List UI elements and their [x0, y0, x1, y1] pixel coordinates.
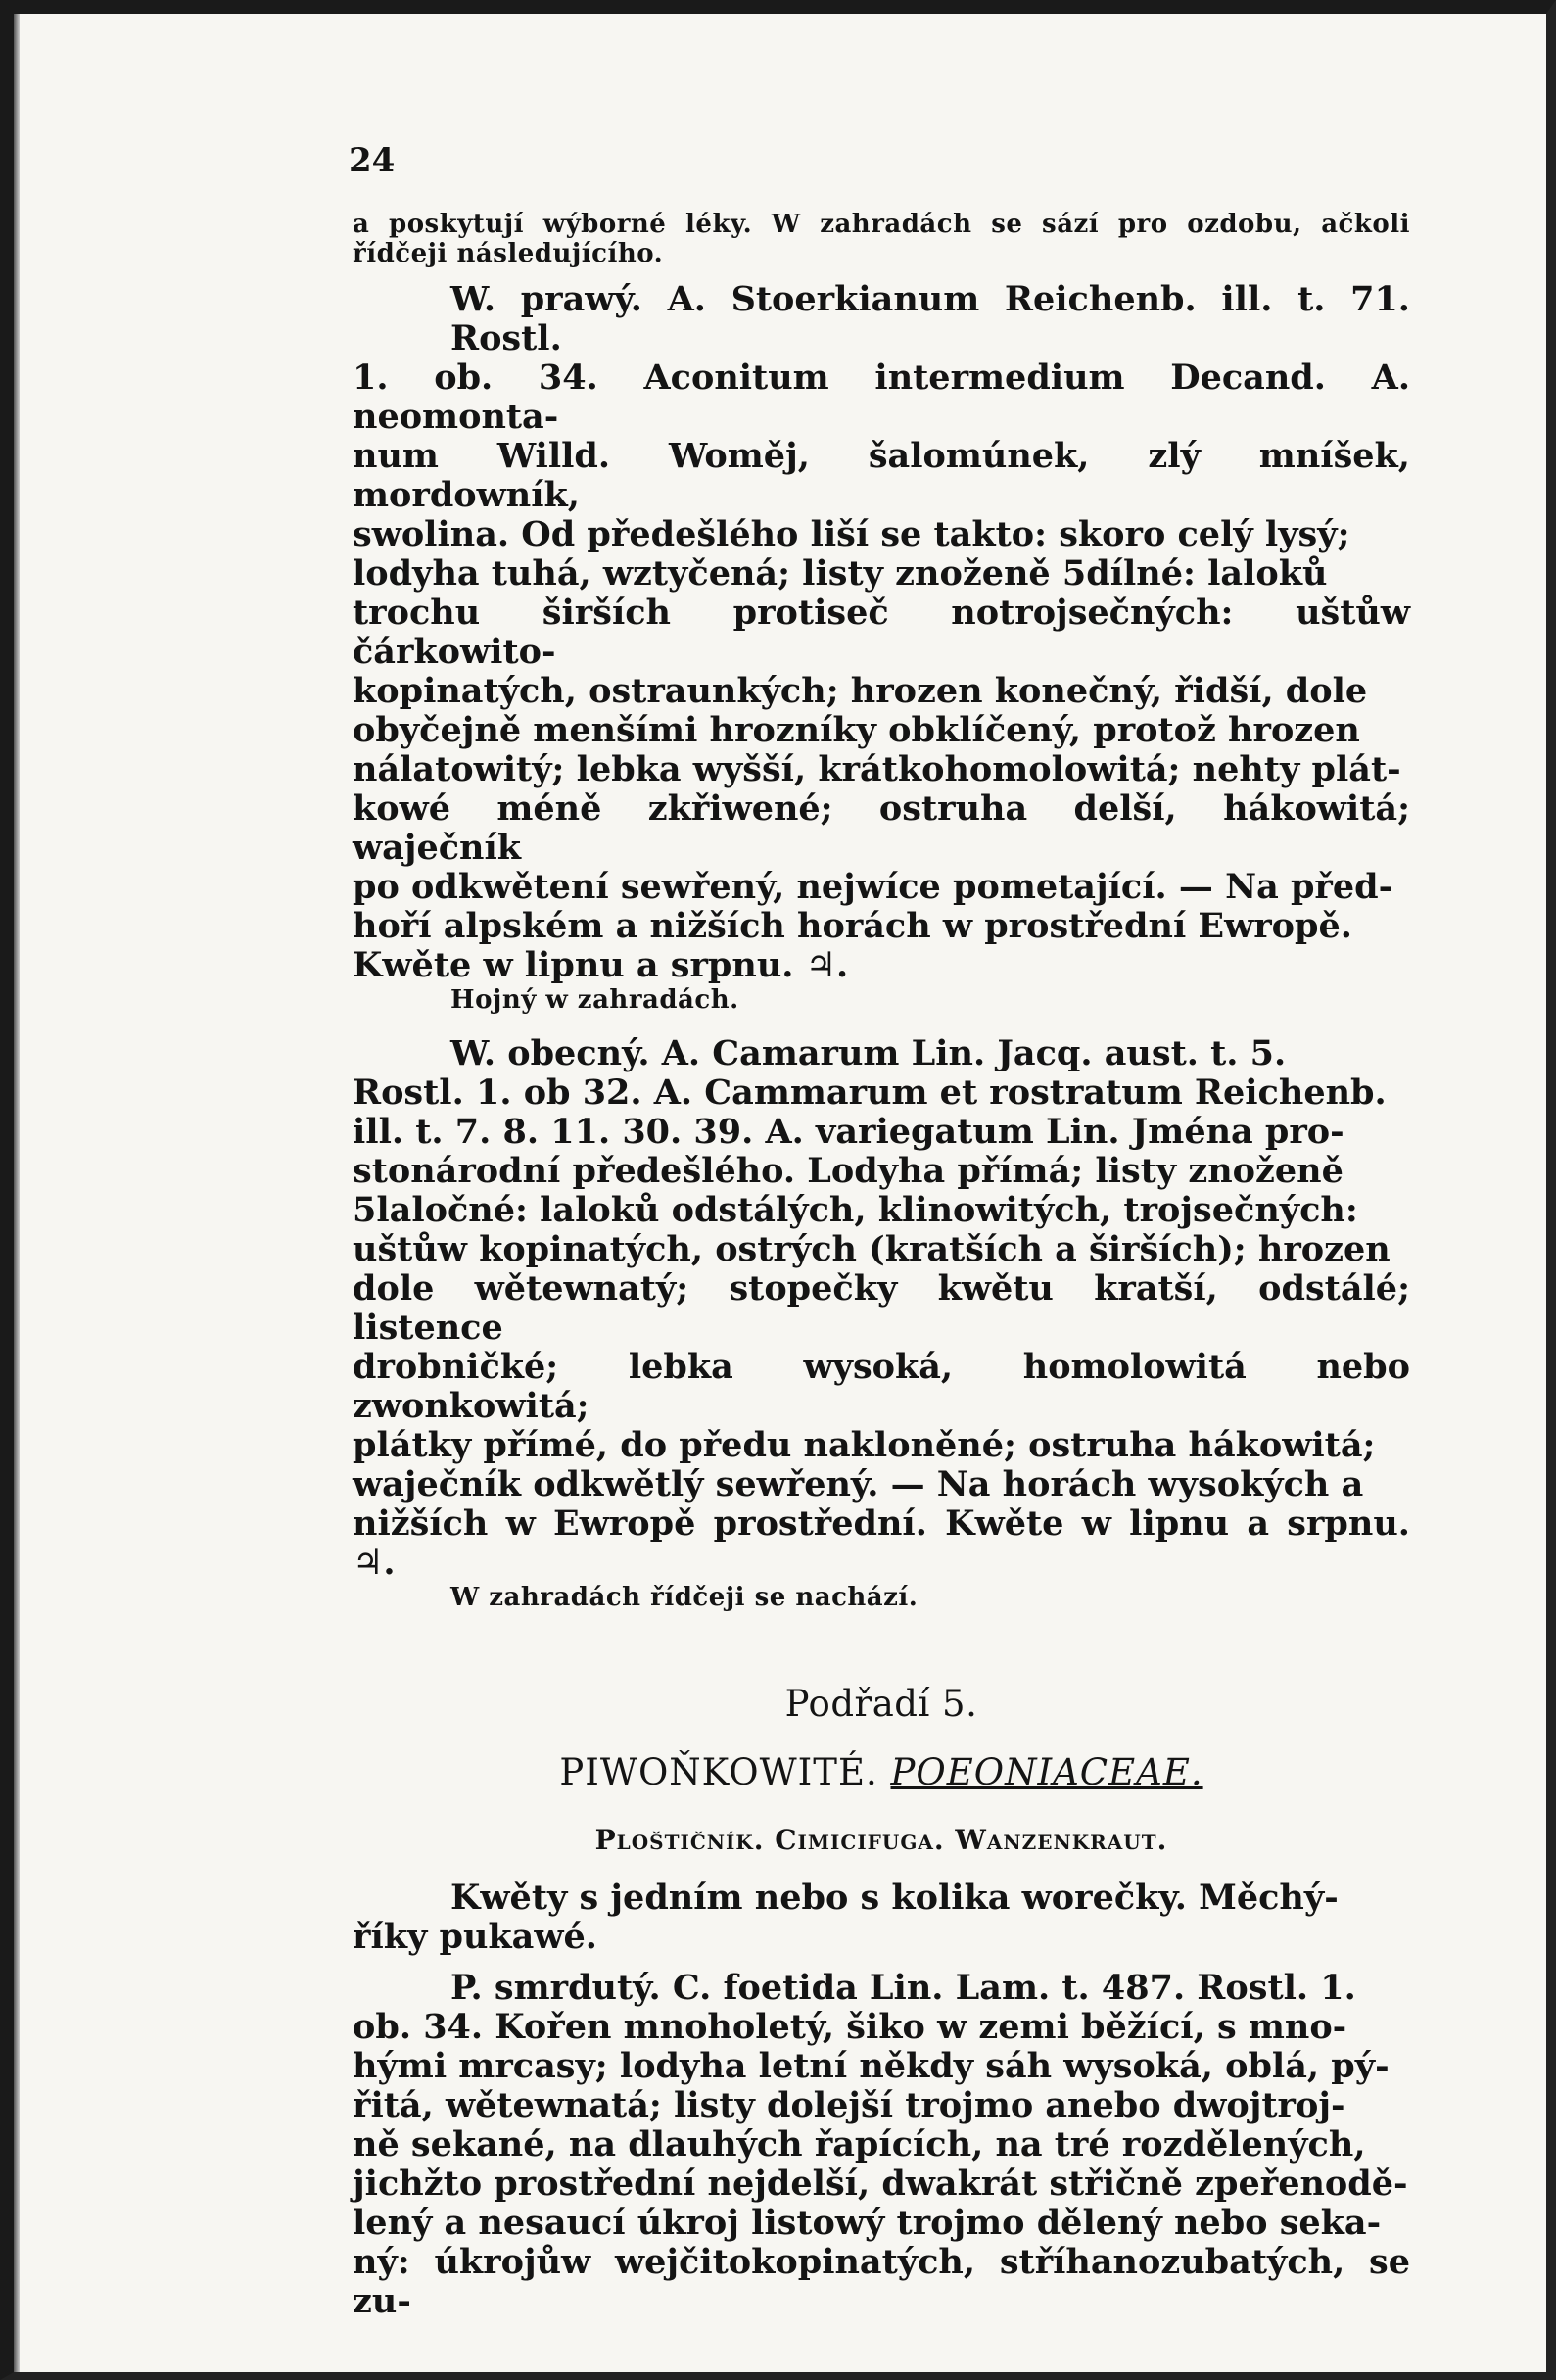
entry-line: ně sekané, na dlauhých řapících, na tré rozdělených, [353, 2124, 1366, 2165]
garden-note: Hojný w zahradách. [450, 985, 739, 1015]
entry-line: lodyha tuhá, wztyčená; listy znoženě 5dílné: laloků [353, 553, 1328, 594]
garden-note: W zahradách řídčeji se nachází. [450, 1583, 919, 1612]
entry-line: waječník odkwětlý sewřený. — Na horách wysokých a [353, 1464, 1364, 1504]
family-name-latin: POEONIACEAE. [890, 1751, 1203, 1793]
family-heading [353, 1751, 1410, 1794]
entry-line: 5laločné: laloků odstálých, klinowitých, trojsečných: [353, 1190, 1358, 1230]
family-name-czech: PIWOŇKOWITÉ. [559, 1751, 878, 1793]
entry-line: Kwěte w lipnu a srpnu. ♃. [353, 945, 849, 985]
entry-line: num Willd. Woměj, šalomúnek, zlý mníšek, mordowník, [353, 436, 1410, 515]
entry-line: P. smrdutý. C. foetida Lin. Lam. t. 487. Rostl. 1. [450, 1968, 1356, 2008]
entry-line: 1. ob. 34. Aconitum intermedium Decand. A. neomonta- [353, 357, 1410, 437]
entry-line: ný: úkrojůw wejčitokopinatých, stříhanozubatých, se zu- [353, 2242, 1410, 2321]
entry-line: řitá, wětewnatá; listy dolejší trojmo anebo dwojtroj- [353, 2085, 1345, 2125]
genus-heading: Ploštičník. Cimicifuga. Wanzenkraut. [594, 1824, 1168, 1856]
entry-line: ill. t. 7. 8. 11. 30. 39. A. variegatum Lin. Jména pro- [353, 1112, 1344, 1152]
genus-description [353, 1879, 1410, 1957]
subsection-heading: Podřadí 5. [784, 1683, 978, 1725]
entry-line: swolina. Od předešlého liší se takto: skoro celý lysý; [353, 514, 1350, 554]
entry-line: Rostl. 1. ob 32. A. Cammarum et rostratum Reichenb. [353, 1072, 1387, 1113]
entry-line: hoří alpském a nižších horách w prostřední Ewropě. [353, 906, 1352, 946]
entry-line: dole wětewnatý; stopečky kwětu kratší, odstálé; listence [353, 1268, 1410, 1348]
entry-line: kowé méně zkřiwené; ostruha delší, hákowitá; waječník [353, 788, 1410, 868]
entry-line: kopinatých, ostraunkých; hrozen konečný, řidší, dole [353, 671, 1368, 711]
entry-line: hými mrcasy; lodyha letní někdy sáh wysoká, oblá, pý- [353, 2046, 1390, 2086]
page-content [349, 141, 1410, 2321]
page-number: 24 [349, 141, 396, 180]
entry-line: stonárodní předešlého. Lodyha přímá; listy znoženě [353, 1151, 1344, 1191]
entry-line: říky pukawé. [353, 1917, 597, 1957]
entry-line: ob. 34. Kořen mnoholetý, šiko w zemi běžící, s mno- [353, 2007, 1347, 2047]
entry-line: drobničké; lebka wysoká, homolowitá nebo zwonkowitá; [353, 1347, 1410, 1426]
entry-line: trochu širších protiseč notrojsečných: uštůw čárkowito- [353, 593, 1410, 672]
entry-line: jichžto prostřední nejdelší, dwakrát střičně zpeřenodě- [353, 2164, 1408, 2204]
entry-line: lený a nesaucí úkroj listowý trojmo dělený nebo seka- [353, 2203, 1382, 2243]
entry-line: uštůw kopinatých, ostrých (kratších a širších); hrozen [353, 1229, 1391, 1269]
entry-line: obyčejně menšími hrozníky obklíčený, protož hrozen [353, 710, 1360, 750]
species-entry-aconitum-stoerkianum [353, 280, 1410, 985]
entry-line: plátky přímé, do předu nakloněné; ostruha hákowitá; [353, 1425, 1376, 1465]
species-entry-aconitum-camarum [353, 1034, 1410, 1583]
entry-line: po odkwětení sewřený, nejwíce pometající. — Na před- [353, 867, 1393, 907]
entry-line: nižších w Ewropě prostřední. Kwěte w lipnu a srpnu. ♃. [353, 1503, 1410, 1583]
species-entry-cimicifuga-foetida [353, 1969, 1410, 2321]
entry-line: Kwěty s jedním nebo s kolika worečky. Měchý- [450, 1878, 1339, 1918]
intro-text: a poskytují wýborné léky. W zahradách se sází pro ozdobu, ačkoli řídčeji následujícího. [353, 210, 1410, 268]
entry-line: W. prawý. A. Stoerkianum Reichenb. ill. t. 71. Rostl. [450, 279, 1410, 358]
entry-line: nálatowitý; lebka wyšší, krátkohomolowitá; nehty plát- [353, 749, 1401, 789]
entry-line: W. obecný. A. Camarum Lin. Jacq. aust. t. 5. [450, 1033, 1287, 1073]
scan-left-edge [14, 14, 20, 2372]
